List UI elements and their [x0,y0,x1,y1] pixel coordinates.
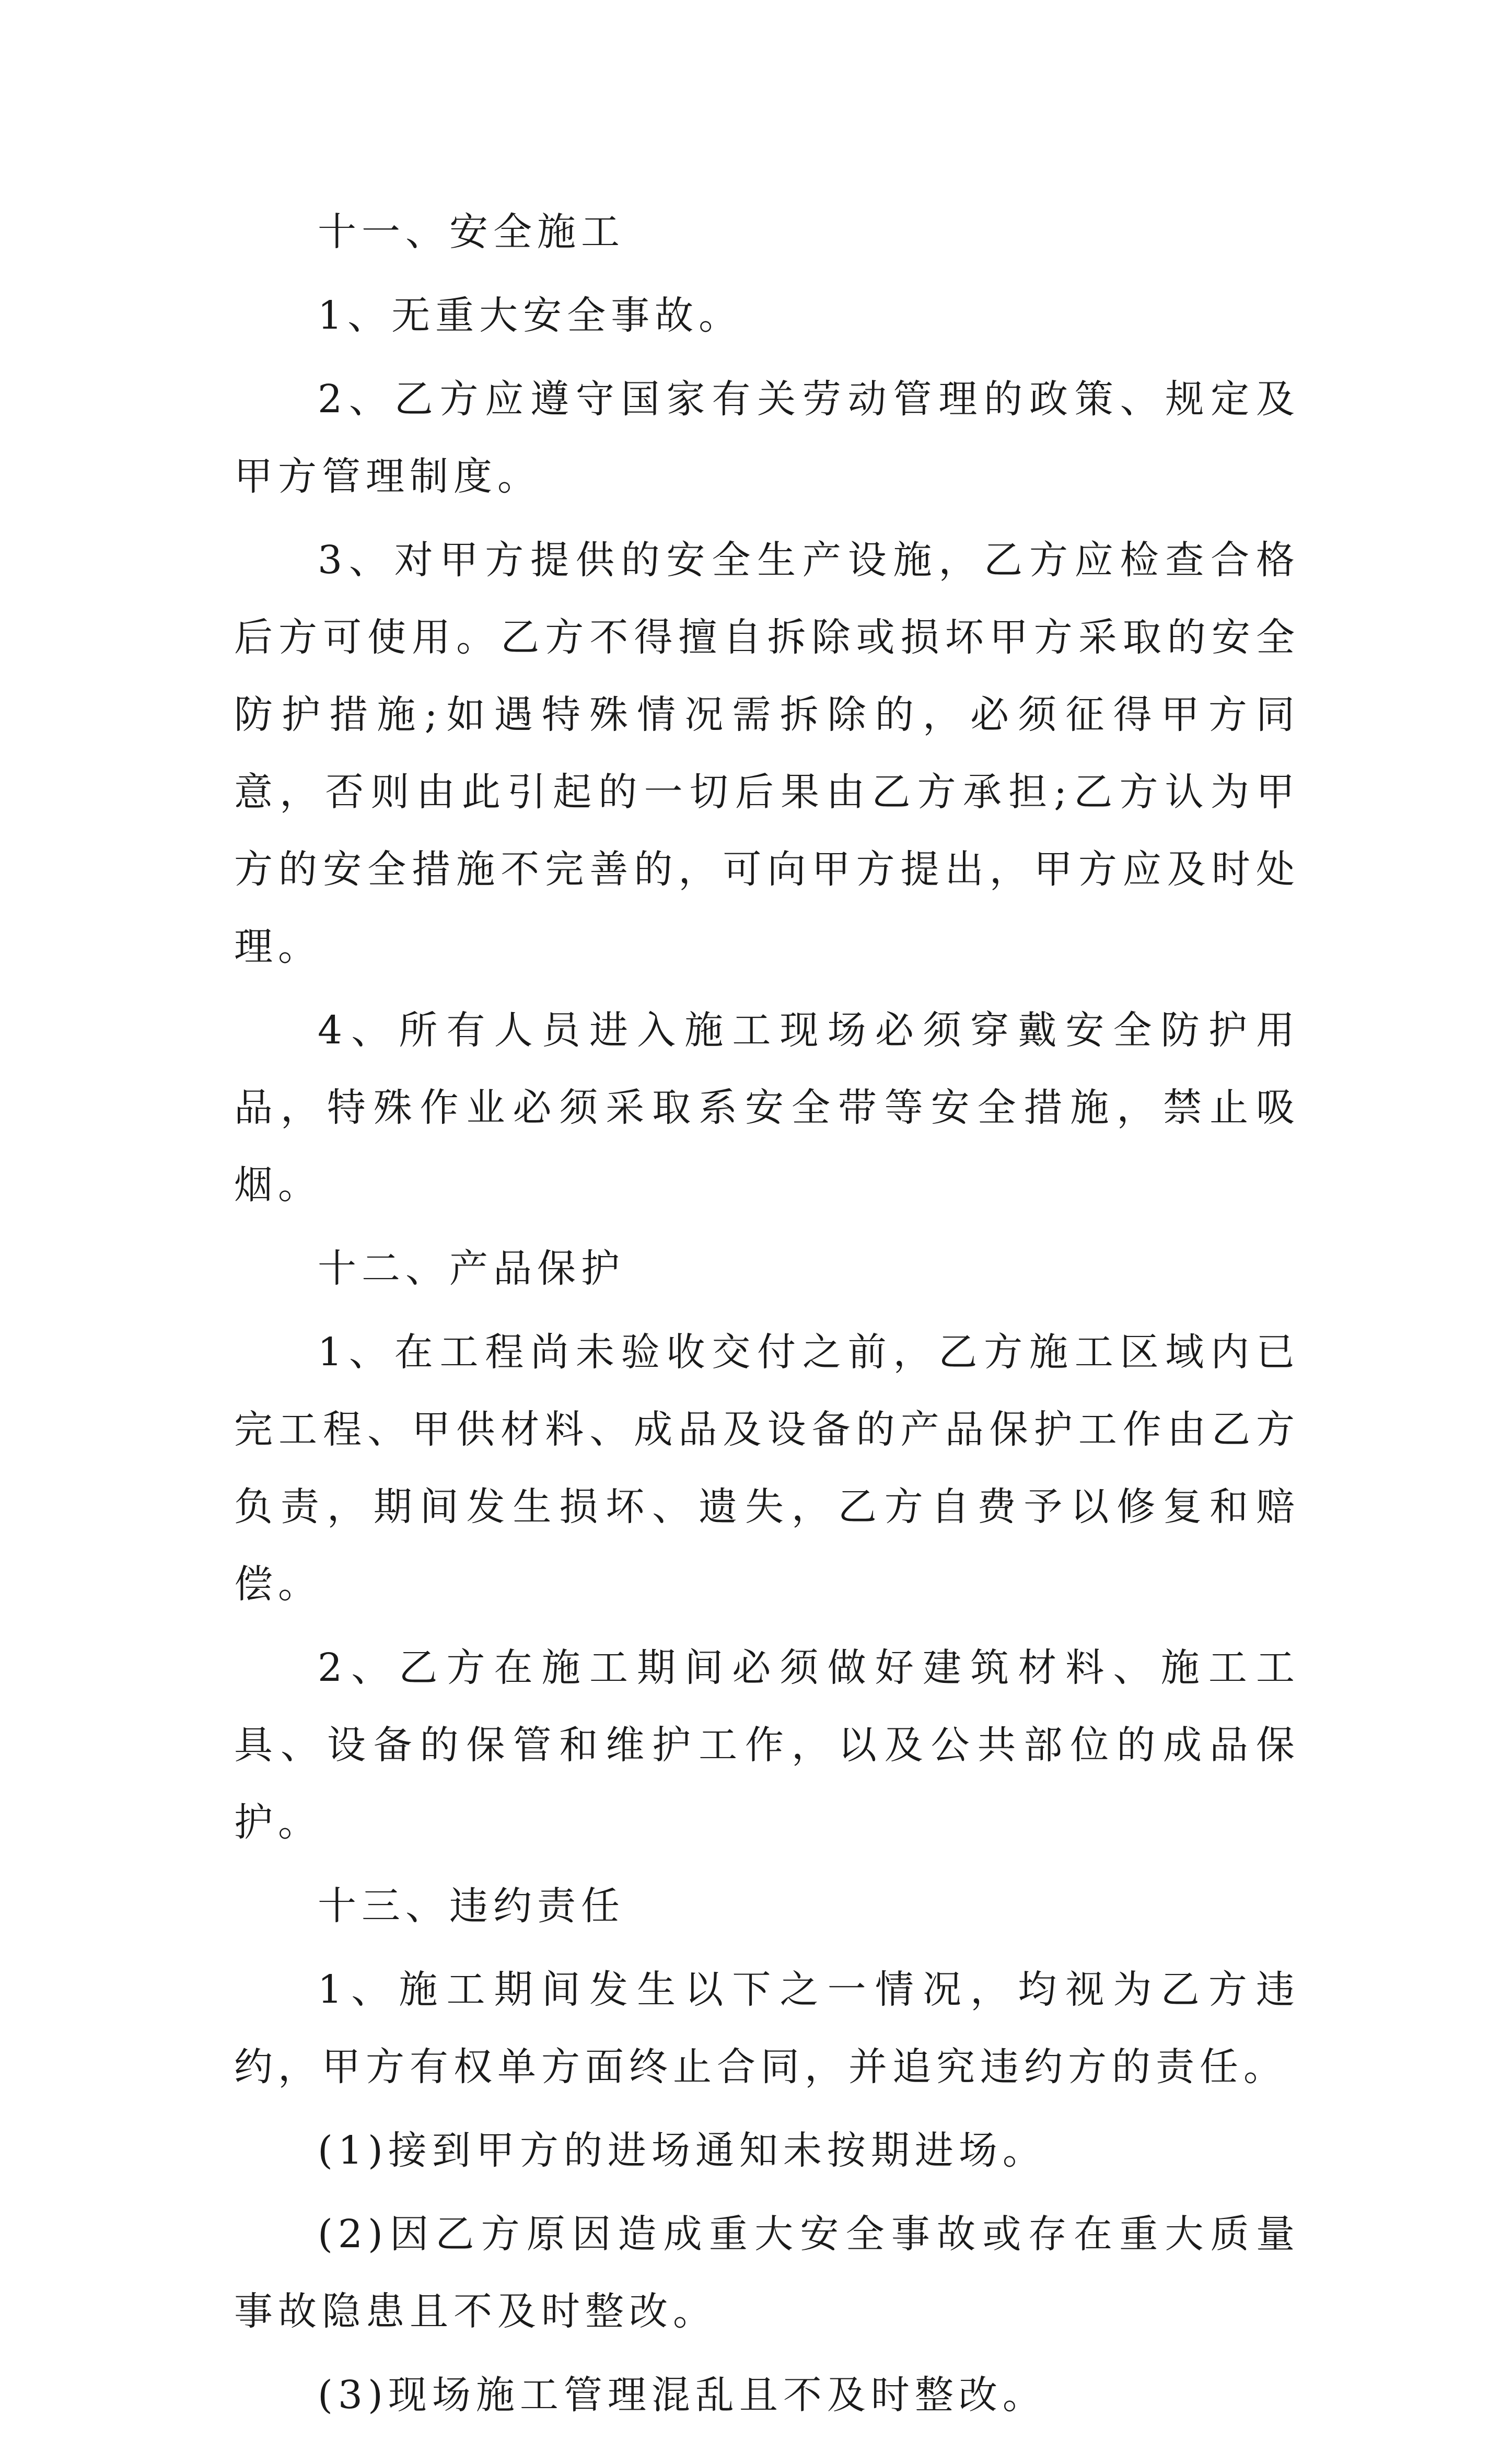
section-heading-safety: 十一、安全施工 [318,210,625,254]
section-heading-liability: 十三、违约责任 [318,1884,625,1928]
paragraph: 1、施工期间发生以下之一情况，均视为乙方违约，甲方有权单方面终止合同，并追究违约方的责任。 [234,1967,1300,2089]
list-item: (1)接到甲方的进场通知未按期进场。 [318,2128,1046,2173]
paragraph: 3、对甲方提供的安全生产设施，乙方应检查合格后方可使用。乙方不得擅自拆除或损坏甲方采取的安全防护措施;如遇特殊情况需拆除的，必须征得甲方同意，否则由此引起的一切后果由乙方承担;乙方认为甲方的安全措施不完善的，可向甲方提出，甲方应及时处理。 [234,538,1300,969]
paragraph: 4、所有人员进入施工现场必须穿戴安全防护用品，特殊作业必须采取系安全带等安全措施，禁止吸烟。 [234,1008,1300,1207]
paragraph: 1、在工程尚未验收交付之前，乙方施工区域内已完工程、甲供材料、成品及设备的产品保护工作由乙方负责，期间发生损坏、遗失，乙方自费予以修复和赔偿。 [234,1330,1300,1607]
paragraph: 2、乙方在施工期间必须做好建筑材料、施工工具、设备的保管和维护工作，以及公共部位的成品保护。 [234,1645,1300,1845]
paragraph: 2、乙方应遵守国家有关劳动管理的政策、规定及甲方管理制度。 [234,377,1300,499]
document-body [234,193,1300,2440]
list-item: (2)因乙方原因造成重大安全事故或存在重大质量事故隐患且不及时整改。 [234,2212,1300,2334]
section-heading-product-protection: 十二、产品保护 [318,1246,625,1291]
paragraph: 1、无重大安全事故。 [318,293,743,338]
list-item: (3)现场施工管理混乱且不及时整改。 [318,2373,1046,2418]
